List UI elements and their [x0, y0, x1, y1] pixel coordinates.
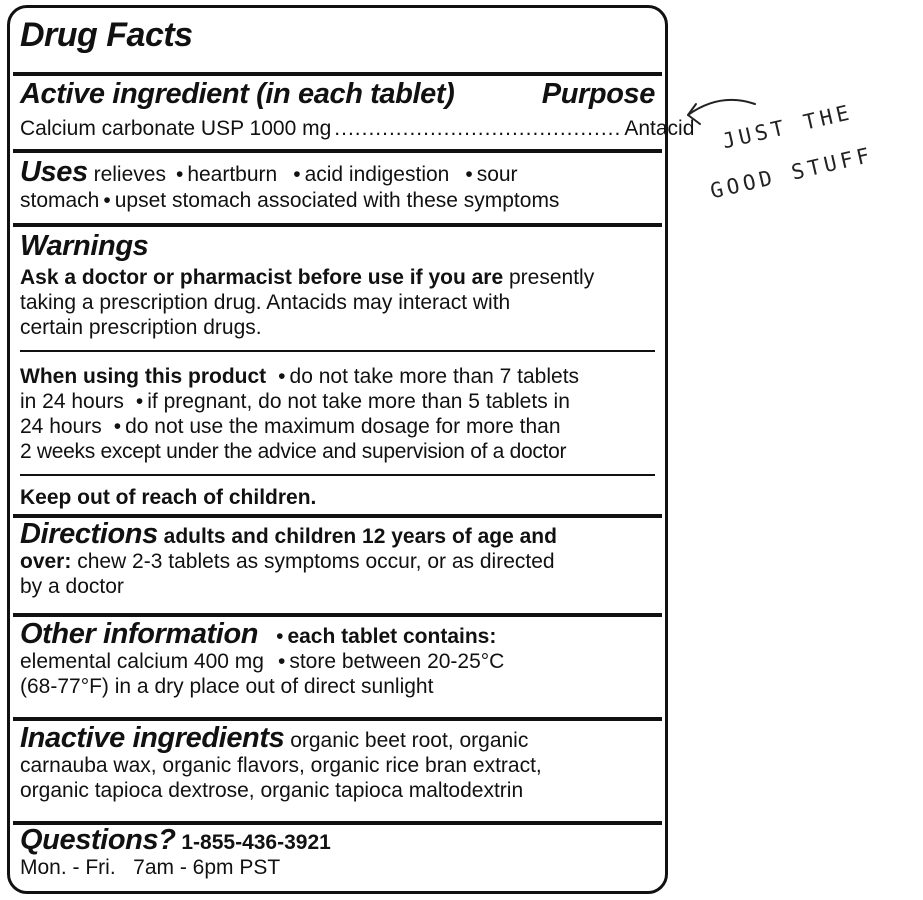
warnings-ask-line: taking a prescription drug. Antacids may interact with [20, 291, 511, 314]
uses-section [20, 156, 655, 213]
warnings-ask-bold: Ask a doctor or pharmacist before use if you are [20, 266, 504, 289]
annotation-line-1: JUST THE [720, 100, 856, 154]
warnings-ask-block [20, 265, 655, 340]
dot-leader: .......................................... [334, 117, 622, 140]
uses-heading: Uses [20, 156, 88, 188]
inactive-ingredients-heading: Inactive ingredients [20, 722, 285, 754]
directions-section [20, 518, 655, 599]
warnings-ask-text: presently [509, 266, 595, 289]
bullet-icon: • [277, 650, 286, 673]
uses-line-2 [20, 188, 655, 213]
bullet-icon: • [135, 390, 144, 413]
drug-facts-title: Drug Facts [20, 16, 193, 54]
warnings-subdivider [20, 350, 655, 352]
bullet-icon: • [465, 163, 473, 186]
other-information-divider [13, 717, 662, 721]
drug-facts-panel [7, 5, 695, 894]
uses-item: acid indigestion [304, 163, 450, 186]
bullet-icon: • [278, 365, 286, 388]
directions-bold: over: [20, 550, 72, 573]
uses-divider [13, 223, 662, 227]
uses-item: heartburn [187, 163, 278, 186]
other-information-section [20, 618, 655, 699]
questions-hours: Mon. - Fri. 7am - 6pm PST [20, 856, 281, 879]
inactive-ingredients-text: carnauba wax, organic flavors, organic rice bran extract, [20, 754, 542, 777]
active-divider [13, 149, 662, 153]
questions-heading: Questions? [20, 824, 176, 856]
questions-section [20, 824, 655, 880]
questions-phone: 1-855-436-3921 [181, 831, 331, 854]
when-using-text: in 24 hours [20, 390, 124, 413]
when-using-bold: When using this product [20, 365, 267, 388]
directions-text: chew 2-3 tablets as symptoms occur, or as directed [77, 550, 555, 573]
active-ingredient-name: Calcium carbonate USP 1000 mg [20, 117, 332, 140]
warnings-heading: Warnings [20, 230, 149, 262]
bullet-icon: • [113, 415, 122, 438]
directions-text: by a doctor [20, 575, 124, 598]
warnings-subdivider [20, 474, 655, 476]
warnings-ask-line: certain prescription drugs. [20, 316, 262, 339]
bullet-icon: • [293, 163, 301, 186]
active-ingredient-header [20, 78, 655, 111]
when-using-text: if pregnant, do not take more than 5 tablets in [147, 390, 570, 413]
other-information-text: elemental calcium 400 mg [20, 650, 264, 673]
other-information-text: store between 20-25°C [289, 650, 505, 673]
title-divider [13, 72, 662, 76]
active-ingredient-heading: Active ingredient (in each tablet) [20, 78, 455, 110]
uses-item: relieves [93, 163, 166, 186]
inactive-ingredients-text: organic beet root, organic [290, 729, 529, 752]
other-information-bold: each tablet contains: [287, 625, 497, 648]
when-using-text: 2 weeks except under the advice and supervision of a doctor [20, 440, 567, 463]
bullet-icon: • [276, 625, 284, 648]
when-using-text: do not take more than 7 tablets [289, 365, 580, 388]
uses-item: sour [476, 163, 518, 186]
when-using-text: 24 hours [20, 415, 102, 438]
keep-out-of-reach: Keep out of reach of children. [20, 486, 317, 509]
active-ingredient-purpose: Antacid [624, 117, 695, 140]
bullet-icon: • [103, 189, 111, 212]
uses-item: stomach [20, 189, 100, 212]
uses-line-1 [20, 156, 655, 188]
other-information-text: (68-77°F) in a dry place out of direct sunlight [20, 675, 434, 698]
uses-item: upset stomach associated with these symptoms [114, 189, 560, 212]
directions-heading: Directions [20, 518, 158, 550]
warnings-when-block [20, 364, 655, 464]
inactive-ingredients-text: organic tapioca dextrose, organic tapioca maltodextrin [20, 779, 524, 802]
active-ingredient-row [20, 116, 695, 141]
annotation-line-2: GOOD STUFF [708, 142, 876, 204]
when-using-text: do not use the maximum dosage for more than [125, 415, 561, 438]
directions-bold: adults and children 12 years of age and [163, 525, 557, 548]
bullet-icon: • [175, 163, 184, 186]
purpose-heading: Purpose [541, 78, 655, 110]
inactive-ingredients-section [20, 722, 655, 803]
directions-divider [13, 613, 662, 617]
other-information-heading: Other information [20, 618, 259, 650]
